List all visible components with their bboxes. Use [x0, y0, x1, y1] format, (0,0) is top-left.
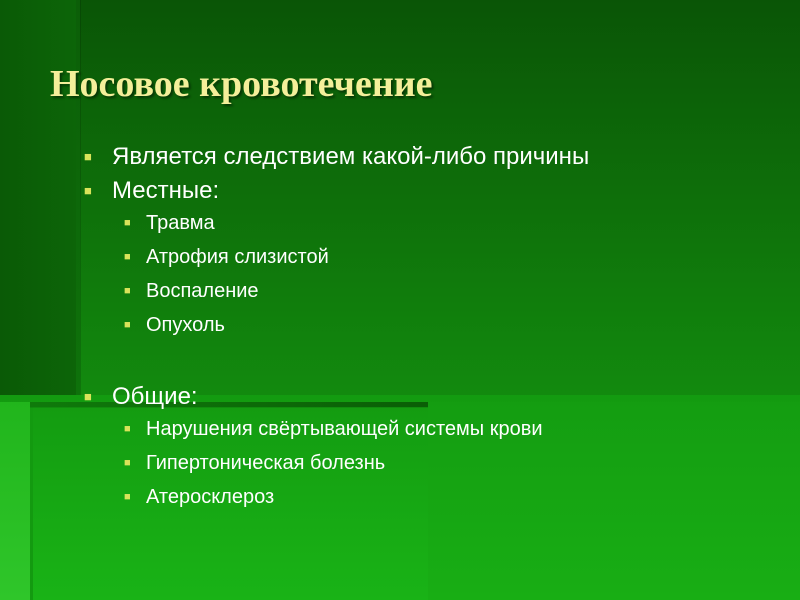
list-item	[84, 382, 784, 416]
square-bullet-icon: ■	[84, 183, 92, 198]
list-item	[84, 142, 784, 176]
list-subitem	[84, 484, 784, 518]
list-item-text: Общие:	[112, 383, 198, 410]
list-item	[84, 176, 784, 210]
list-subitem	[84, 416, 784, 450]
list-subitem	[84, 450, 784, 484]
list-subitem	[84, 244, 784, 278]
square-bullet-icon: ■	[84, 389, 92, 404]
square-bullet-icon: ■	[124, 251, 131, 263]
list-subitem-text: Опухоль	[146, 314, 225, 336]
background-panel-left	[0, 0, 76, 395]
list-subitem	[84, 210, 784, 244]
square-bullet-icon: ■	[124, 491, 131, 503]
square-bullet-icon: ■	[124, 457, 131, 469]
square-bullet-icon: ■	[84, 149, 92, 164]
list-item-text: Является следствием какой-либо причины	[112, 143, 590, 170]
list-subitem-text: Гипертоническая болезнь	[146, 452, 386, 474]
list-subitem-text: Травма	[146, 212, 215, 234]
list-subitem	[84, 278, 784, 312]
divider-vertical	[76, 0, 80, 395]
list-subitem-text: Нарушения свёртывающей системы крови	[146, 418, 543, 440]
bullet-list	[84, 142, 784, 518]
divider-left-edge	[30, 402, 33, 600]
background-panel-bottom-left	[0, 402, 32, 600]
list-subitem-text: Атеросклероз	[146, 486, 275, 508]
slide-title: Носовое кровотечение	[50, 63, 433, 105]
list-subitem-text: Атрофия слизистой	[146, 246, 329, 268]
list-spacer	[84, 346, 784, 382]
square-bullet-icon: ■	[124, 319, 131, 331]
square-bullet-icon: ■	[124, 285, 131, 297]
list-item-text: Местные:	[112, 177, 220, 204]
list-subitem-text: Воспаление	[146, 280, 259, 302]
square-bullet-icon: ■	[124, 217, 131, 229]
square-bullet-icon: ■	[124, 423, 131, 435]
list-subitem	[84, 312, 784, 346]
